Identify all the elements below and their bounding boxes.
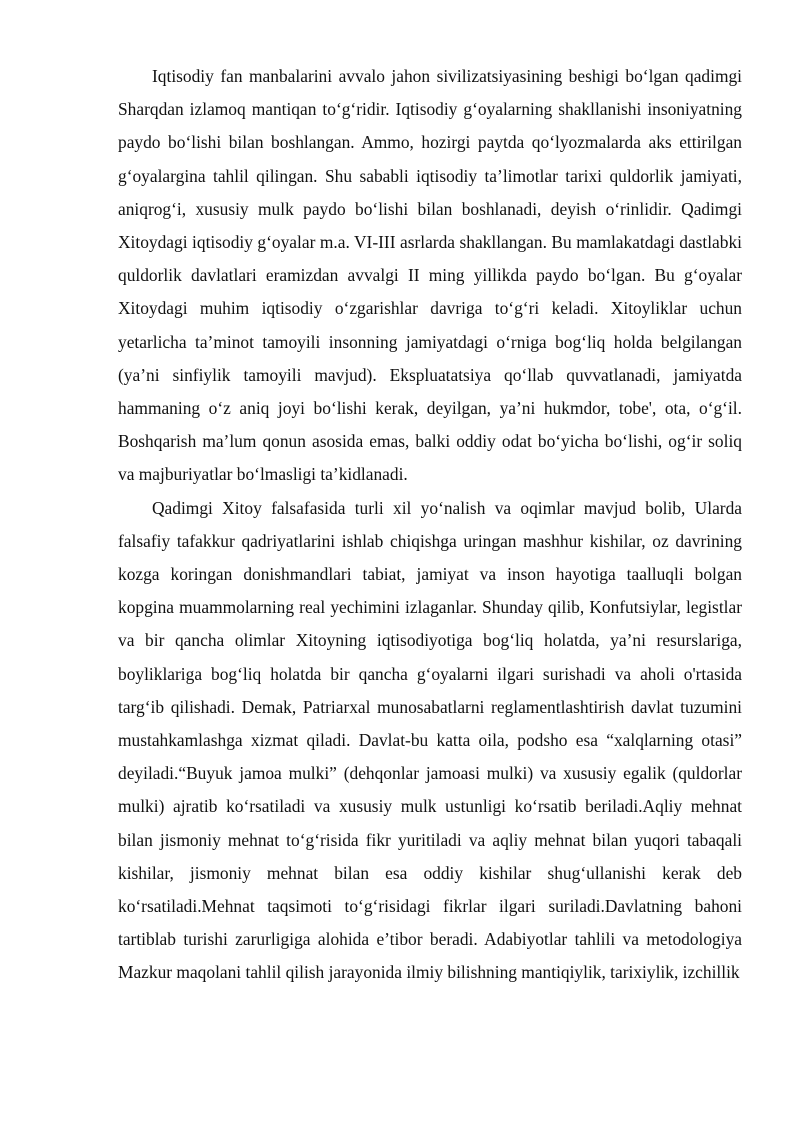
document-page <box>118 60 742 990</box>
paragraph-1: Iqtisodiy fan manbalarini avvalo jahon sivilizatsiyasining beshigi bo‘lgan qadimgi Sharqdan izlamoq mantiqan to‘g‘ridir. Iqtisodiy g‘oyalarning shakllanishi insoniyatning paydo bo‘lishi bilan boshlangan. Ammo, hozirgi paytda qo‘lyozmalarda aks ettirilgan g‘oyalargina tahlil qilingan. Shu sababli iqtisodiy ta’limotlar tarixi quldorlik jamiyati, aniqrog‘i, xususiy mulk paydo bo‘lishi bilan boshlanadi, deyish o‘rinlidir. Qadimgi Xitoydagi iqtisodiy g‘oyalar m.a. VI-III asrlarda shakllangan. Bu mamlakatdagi dastlabki quldorlik davlatlari eramizdan avvalgi II ming yillikda paydo bo‘lgan. Bu g‘oyalar Xitoydagi muhim iqtisodiy o‘zgarishlar davriga to‘g‘ri keladi. Xitoyliklar uchun yetarlicha ta’minot tamoyili insonning jamiyatdagi o‘rniga bog‘liq holda belgilangan (ya’ni sinfiylik tamoyili mavjud). Ekspluatatsiya qo‘llab quvvatlanadi, jamiyatda hammaning o‘z aniq joyi bo‘lishi kerak, deyilgan, ya’ni hukmdor, tobe', ota, o‘g‘il. Boshqarish ma’lum qonun asosida emas, balki oddiy odat bo‘yicha bo‘lishi, og‘ir soliq va majburiyatlar bo‘lmasligi ta’kidlanadi. <box>118 66 742 485</box>
paragraph-2: Qadimgi Xitoy falsafasida turli xil yo‘nalish va oqimlar mavjud bolib, Ularda falsafiy tafakkur qadriyatlarini ishlab chiqishga uringan mashhur kishilar, oz davrining kozga koringan donishmandlari tabiat, jamiyat va inson hayotiga taalluqli bolgan kopgina muammolarning real yechimini izlaganlar. Shunday qilib, Konfutsiylar, legistlar va bir qancha olimlar Xitoyning iqtisodiyotiga bog‘liq holatda, ya’ni resurslariga, boyliklariga bog‘liq holatda bir qancha g‘oyalarni ilgari surishadi va aholi o'rtasida targ‘ib qilishadi. Demak, Patriarxal munosabatlarni reglamentlashtirish davlat tuzumini mustahkamlashga xizmat qiladi. Davlat-bu katta oila, podsho esa “xalqlarning otasi” deyiladi.“Buyuk jamoa mulki” (dehqonlar jamoasi mulki) va xususiy egalik (quldorlar mulki) ajratib ko‘rsatiladi va xususiy mulk ustunligi ko‘rsatib beriladi.Aqliy mehnat bilan jismoniy mehnat to‘g‘risida fikr yuritiladi va aqliy mehnat bilan yuqori tabaqali kishilar, jismoniy mehnat bilan esa oddiy kishilar shug‘ullanishi kerak deb ko‘rsatiladi.Mehnat taqsimoti to‘g‘risidagi fikrlar ilgari suriladi.Davlatning bahoni tartiblab turishi zarurligiga alohida e’tibor beradi. Adabiyotlar tahlili va metodologiya Mazkur maqolani tahlil qilish jarayonida ilmiy bilishning mantiqiylik, tarixiylik, izchillik <box>118 497 742 983</box>
